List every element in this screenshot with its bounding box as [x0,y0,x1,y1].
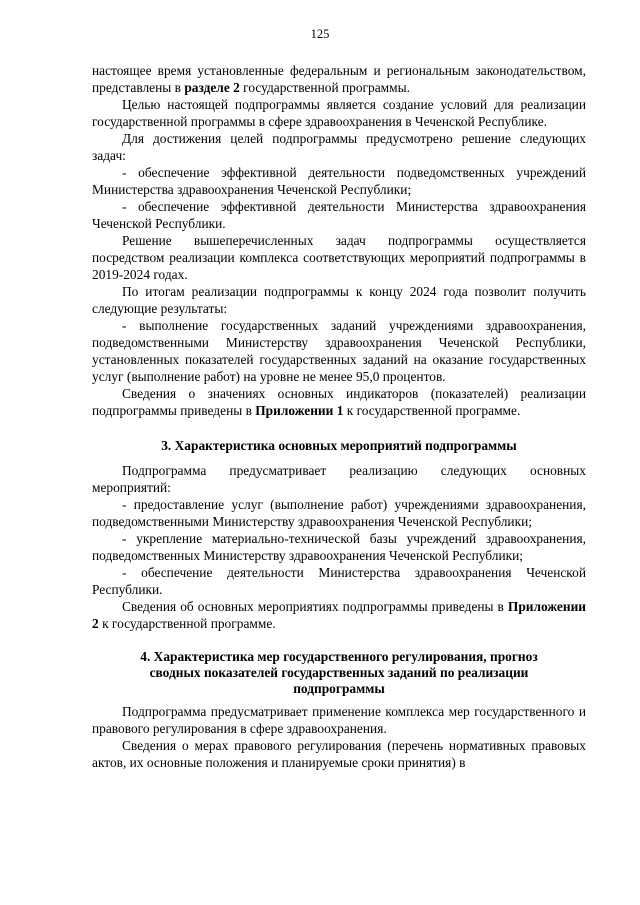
list-item-task: - обеспечение эффективной деятельности подведомственных учреждений Министерства здравоохранения Чеченской Республики; [92,165,586,197]
heading-line: 4. Характеристика мер государственного регулирования, прогноз [140,649,538,664]
section-3-heading: 3. Характеристика основных мероприятий подпрограммы [161,438,517,453]
list-item-measure: - укрепление материально-технической базы учреждений здравоохранения, подведомственных Министерству здравоохранения Чеченской Республики; [92,531,586,563]
paragraph-legal-measures: Сведения о мерах правового регулирования (перечень нормативных правовых актов, их основные положения и планируемые сроки принятия) в [92,738,586,770]
heading-line: сводных показателей государственных заданий по реализации [149,665,529,680]
paragraph-goal: Целью настоящей подпрограммы является создание условий для реализации государственной программы в сфере здравоохранения в Чеченской Республике. [92,97,586,129]
paragraph-text: Сведения о значениях основных индикаторов (показателей) реализации подпрограммы приведены в [92,386,586,418]
list-item-measure: - обеспечение деятельности Министерства здравоохранения Чеченской Республики. [92,565,586,597]
page-number: 125 [310,27,330,41]
heading-line: подпрограммы [293,681,385,696]
list-item-result: - выполнение государственных заданий учреждениями здравоохранения, подведомственными Министерству здравоохранения Чеченской Республики, установленных показателей государственных заданий на оказание государственных услуг (выполнение работ) на уровне не менее 95,0 процентов. [92,318,586,384]
paragraph-continuation [92,62,586,96]
section-reference: разделе 2 [184,80,240,95]
appendix-reference: Приложении 1 [255,403,344,418]
paragraph-measures-reference [92,598,586,632]
list-item-measure: - предоставление услуг (выполнение работ) учреждениями здравоохранения, подведомственными Министерству здравоохранения Чеченской Республики; [92,497,586,529]
paragraph-results-intro: По итогам реализации подпрограммы к концу 2024 года позволит получить следующие результаты: [92,284,586,316]
paragraph-tasks-intro: Для достижения целей подпрограммы предусмотрено решение следующих задач: [92,131,586,163]
list-item-task: - обеспечение эффективной деятельности Министерства здравоохранения Чеченской Республики. [92,199,586,231]
paragraph-text: настоящее время установленные федеральным и региональным законодательством, представлены в [92,63,586,95]
paragraph-indicators [92,385,586,419]
paragraph-text: государственной программы. [243,80,410,95]
paragraph-text: к государственной программе. [102,616,276,631]
appendix-reference: Приложении 2 [92,599,586,631]
paragraph-measures-intro: Подпрограмма предусматривает реализацию следующих основных мероприятий: [92,463,586,495]
paragraph-text: Сведения об основных мероприятиях подпрограммы приведены в [122,599,504,614]
section-4-heading [92,649,586,697]
paragraph-text: к государственной программе. [346,403,521,418]
paragraph-implementation: Решение вышеперечисленных задач подпрограммы осуществляется посредством реализации комплекса соответствующих мероприятий подпрограммы в 2019-2024 годах. [92,233,586,282]
page-content [92,62,586,771]
paragraph-regulation: Подпрограмма предусматривает применение комплекса мер государственного и правового регулирования в сфере здравоохранения. [92,704,586,736]
